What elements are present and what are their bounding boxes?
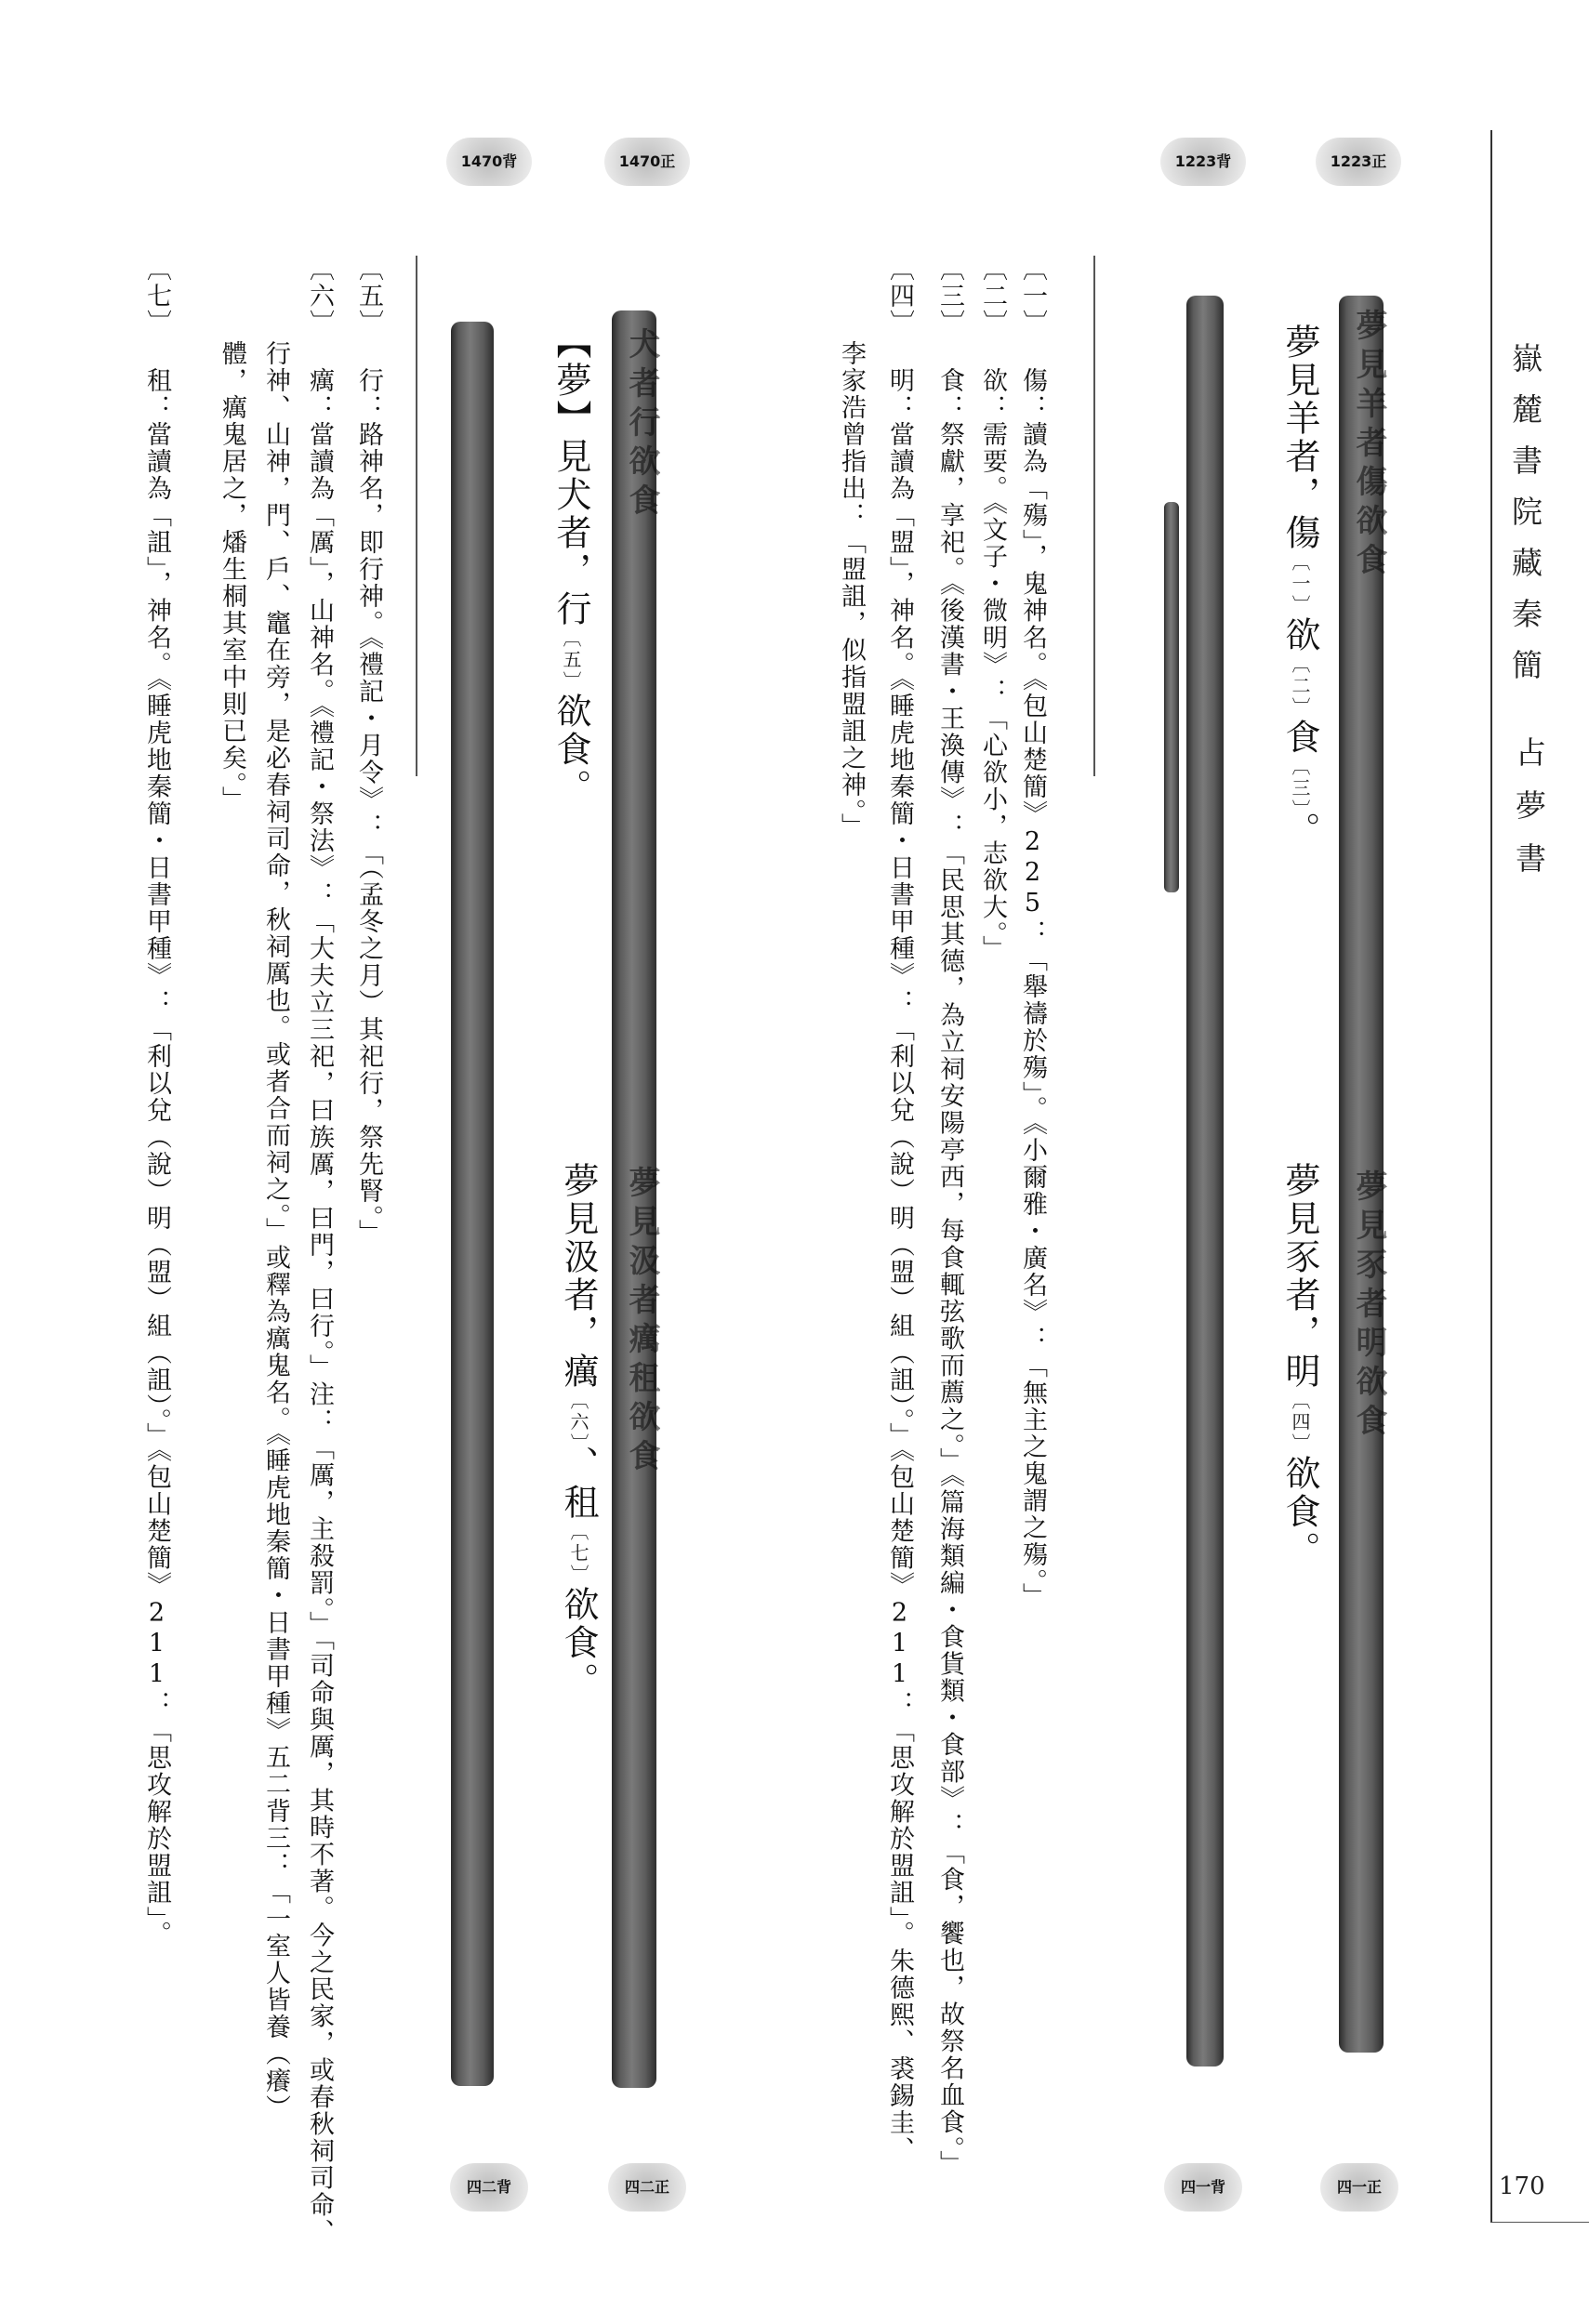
slip-ink-1223-bottom: 夢見豕者明欲食 xyxy=(1350,1169,1387,1443)
note-ref-4: 〔四〕 xyxy=(1289,1391,1311,1455)
slip-ink-1470-bottom: 夢見汲者癘租欲食 xyxy=(623,1166,660,1478)
slip-1470-front xyxy=(612,310,660,2088)
note-ref-3: 〔三〕 xyxy=(1289,757,1311,812)
badge-1470-front: 1470正 xyxy=(604,138,690,186)
note-ref-5: 〔五〕 xyxy=(560,628,582,693)
note-5: 〔五〕 行：路神名，即行神。《禮記・月令》：「（孟冬之月）其祀行，祭先腎。」 xyxy=(354,256,383,1247)
note-6: 〔六〕 癘：當讀為「厲」，山神名。《禮記・祭法》：「大夫立三祀，曰族厲，曰門，曰行。」注：「厲，主殺罰。」「司命與厲，其時不著。今之民家，或春秋祠司命、 xyxy=(305,256,334,2246)
transcription-1470-lower xyxy=(554,1162,602,1700)
transcription-1223-upper xyxy=(1276,324,1324,850)
note-ref-2: 〔二〕 xyxy=(1289,654,1311,719)
slip-1223-back-splinter xyxy=(1164,502,1179,892)
note-7: 〔七〕 租：當讀為「詛」，神名。《睡虎地秦簡・日書甲種》：「利以兌（說）明（盟）組（詛）。」《包山楚簡》211：「思攻解於盟詛」。 xyxy=(142,256,171,1948)
note-1: 〔一〕 傷：讀為「殤」，鬼神名。《包山楚簡》225：「舉禱於殤」。《小爾雅・廣名》：「無主之鬼謂之殤。」 xyxy=(1018,256,1047,1610)
transcription-text: 。 xyxy=(1279,812,1320,850)
note-3: 〔三〕 食：祭獻，享祀。《後漢書・王渙傳》：「民思其德，為立祠安陽亭西，每食輒弦歌而薦之。」《篇海類編・食貨類・食部》：「食，饗也，故祭名血食。」 xyxy=(935,256,964,2177)
note-ref-1: 〔一〕 xyxy=(1289,552,1311,616)
note-6-continued-2: 體，癘鬼居之，燔生桐其室中則已矣。」 xyxy=(218,256,246,813)
transcription-text: 夢見羊者，傷 xyxy=(1279,324,1320,552)
transcription-text: 欲食。 xyxy=(558,1586,599,1700)
transcription-text: 、租 xyxy=(558,1446,599,1522)
transcription-1223-lower xyxy=(1276,1162,1324,1569)
note-2: 〔二〕 欲：需要。《文子・微明》：「心欲小，志欲大。」 xyxy=(978,256,1007,962)
slip-ink-1223-top: 夢見羊者傷欲食 xyxy=(1350,309,1387,582)
slip-ink-1470-top: 犬者行欲食 xyxy=(623,327,660,522)
badge-42-back: 四二背 xyxy=(450,2163,528,2212)
badge-1223-front: 1223正 xyxy=(1316,138,1401,186)
badge-41-front: 四一正 xyxy=(1320,2163,1398,2212)
note-6-continued-1: 行神、山神，門、戶、竈在旁，是必春祠司命，秋祠厲也。或者合而祠之。」或釋為癘鬼名。《睡虎地秦簡・日書甲種》五二背三：「一室人皆養（癢） xyxy=(261,256,290,2121)
transcription-text: 夢見汲者，癘 xyxy=(558,1162,599,1391)
transcription-text: 【夢】見犬者，行 xyxy=(550,324,591,628)
transcription-text: 夢見豕者，明 xyxy=(1279,1162,1320,1391)
transcription-text: 欲食。 xyxy=(1279,1455,1320,1569)
note-4: 〔四〕 明：當讀為「盟」，神名。《睡虎地秦簡・日書甲種》：「利以兌（說）明（盟）組（詛）。」《包山楚簡》211：「思攻解於盟詛」。朱德熙、裘錫圭、 xyxy=(885,256,914,2163)
note-4-continued: 李家浩曾指出：「盟詛，似指盟詛之神。」 xyxy=(837,256,866,840)
badge-42-front: 四二正 xyxy=(608,2163,686,2212)
note-ref-6: 〔六〕 xyxy=(567,1391,589,1446)
slip-1470-back xyxy=(451,322,494,2086)
note-ref-7: 〔七〕 xyxy=(567,1522,589,1586)
transcription-text: 食 xyxy=(1279,719,1320,757)
badge-1470-back: 1470背 xyxy=(446,138,532,186)
badge-41-back: 四一背 xyxy=(1164,2163,1242,2212)
book-title: 嶽麓書院藏秦簡 xyxy=(1507,342,1543,700)
slip-1223-front xyxy=(1339,296,1387,2053)
transcription-text: 欲 xyxy=(1279,616,1320,654)
transcription-1470-upper xyxy=(547,324,595,807)
notes-divider-left xyxy=(416,256,417,776)
transcription-text: 欲食。 xyxy=(550,693,591,807)
page-number: 170 xyxy=(1499,2172,1545,2200)
section-title: 占夢書 xyxy=(1511,736,1547,895)
notes-divider-right xyxy=(1093,256,1095,776)
slip-1223-back xyxy=(1186,296,1224,2067)
badge-1223-back: 1223背 xyxy=(1160,138,1246,186)
